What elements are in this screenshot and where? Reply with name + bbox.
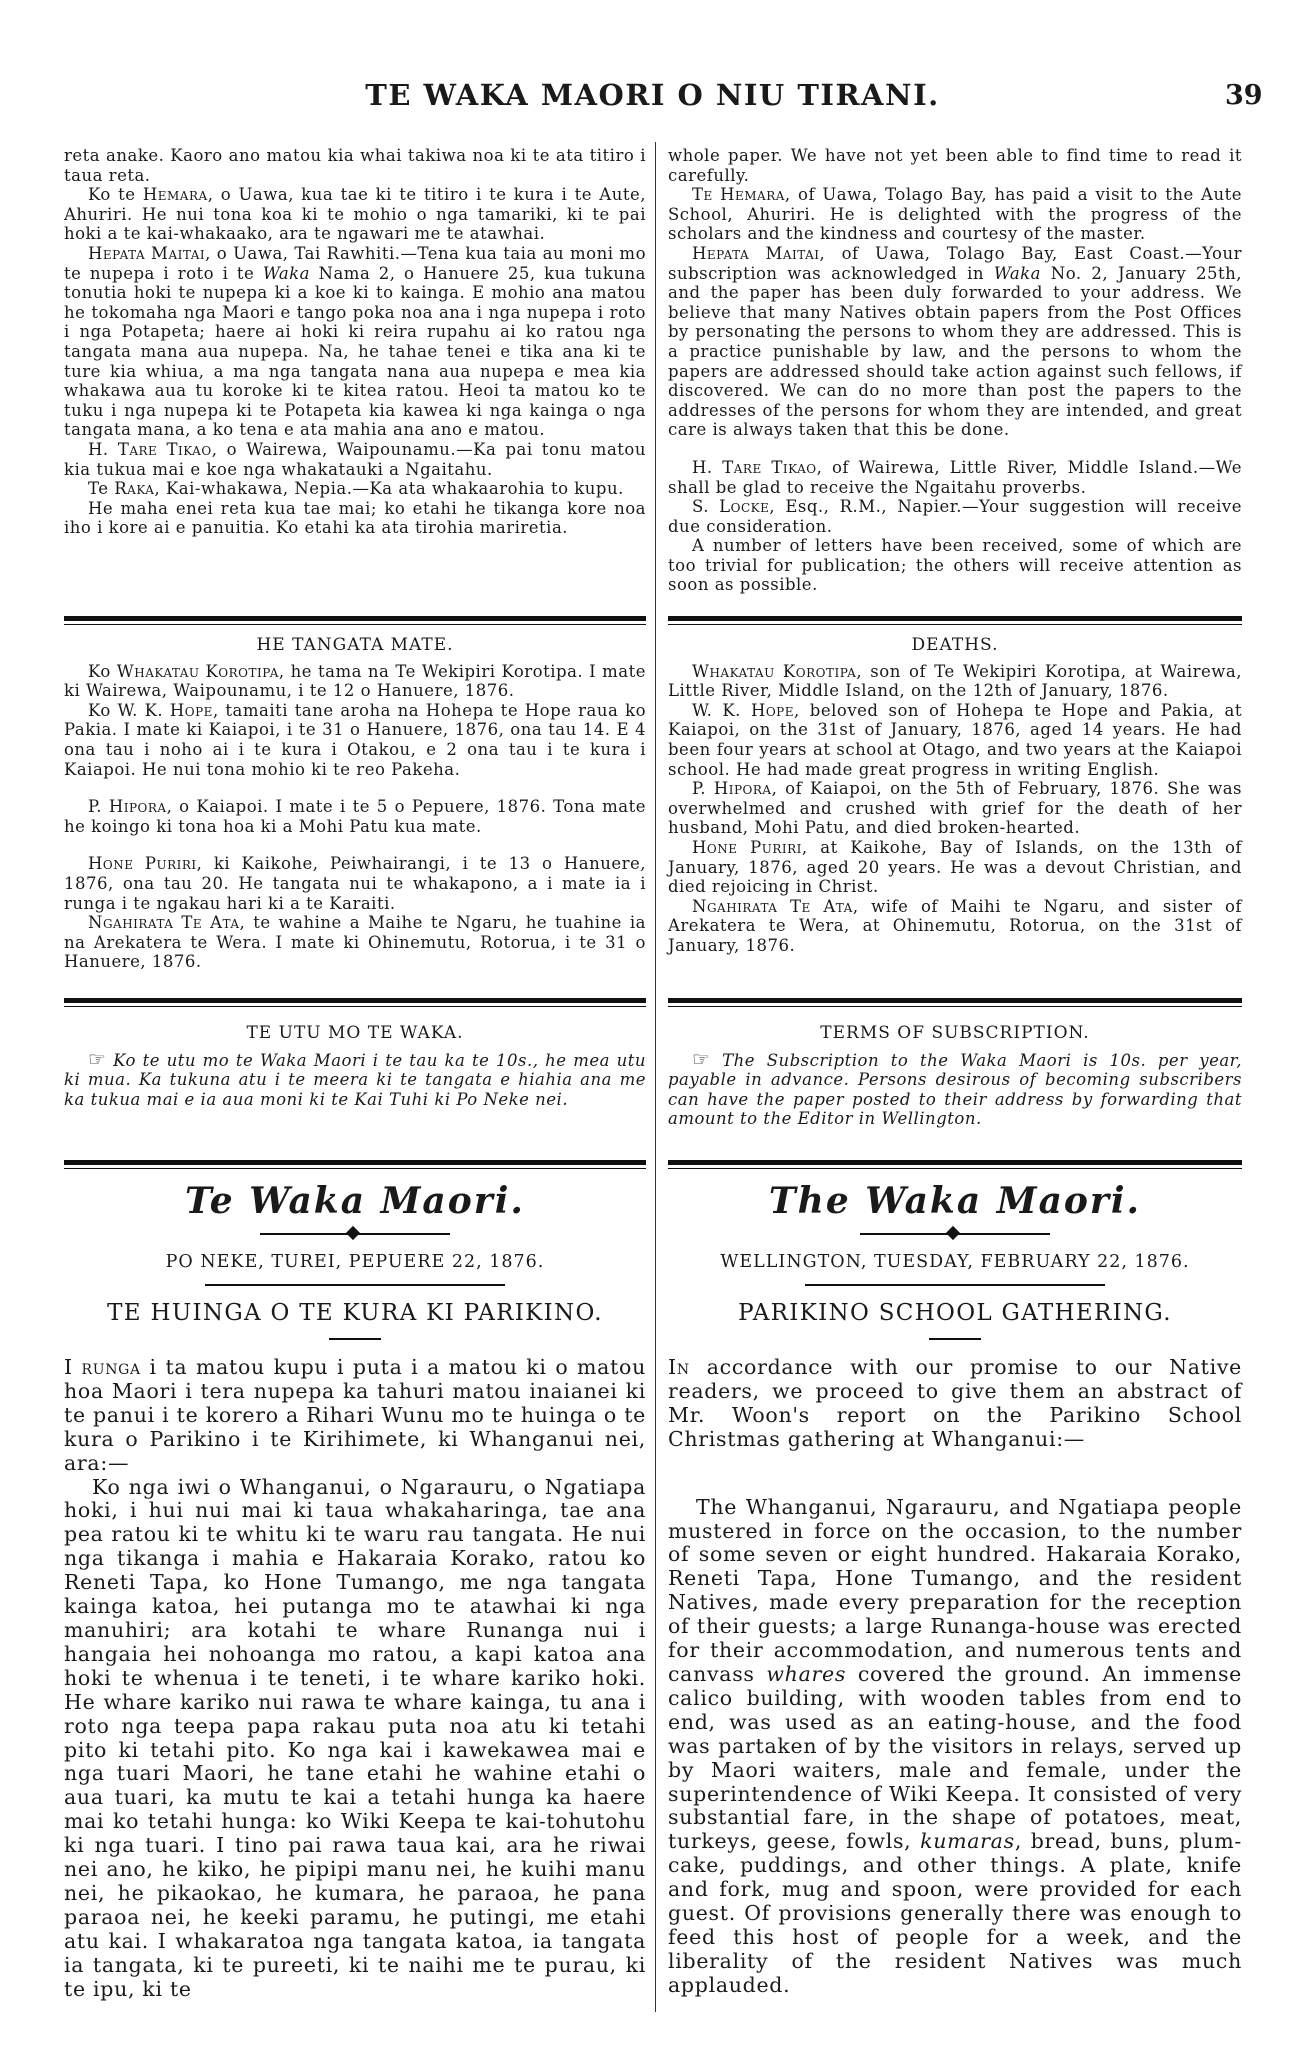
paragraph: [668, 244, 1242, 440]
small-caps-name: Hone Puriri: [88, 854, 197, 874]
paragraph-text: reta anake. Kaoro ano matou kia whai takiwa noa ki te ata titiro i taua reta.: [64, 146, 646, 185]
paragraph-text: I: [668, 1355, 677, 1379]
section-rule: [64, 1160, 646, 1165]
paragraph: [668, 897, 1242, 956]
deaths-english-heading: DEATHS.: [911, 635, 999, 655]
paragraph-text: Te: [88, 479, 115, 499]
paragraph-text: , of Uawa, Tolago Bay, has paid a visit to the Aute School, Ahuriri. He is delighted with the progress of the scholars and the kindness and courtesy of the master.: [668, 185, 1242, 244]
deaths-english-section: [668, 636, 1242, 956]
small-caps-name: Whakatau Korotipa: [116, 661, 279, 681]
column-divider: [655, 142, 656, 2012]
paragraph-text: , ki Kaikohe, Peiwhairangi, i te 13 o Hanuere, 1876, ona tau 20. He tangata nui te whakapono, a i mate ia i runga i te ngakau hari ki a te Karaiti.: [64, 854, 646, 913]
headline-maori: TE HUINGA O TE KURA KI PARIKINO.: [107, 1300, 603, 1326]
diamond-ornament-icon: [860, 1228, 1050, 1240]
page-number: 39: [1225, 80, 1263, 111]
small-caps-name: Raka: [114, 479, 155, 499]
paragraph-text: , of Wairewa, Little River, Middle Island.—We shall be glad to receive the Ngaitahu proverbs.: [668, 457, 1242, 497]
editorial-english: [668, 1180, 1242, 1998]
section-rule: [668, 998, 1242, 1003]
paragraph: [64, 1476, 646, 2002]
subscription-maori-text: Ko te utu mo te Waka Maori i te tau ka te 10s., he mea utu ki mua. Ka tukuna atu i te meera ki te tangata e hiahia ana me ka tukua mai e ia aua moni ki te Kai Tuhi ki Po Neke nei.: [64, 1050, 646, 1109]
paragraph-text: A number of letters have been received, some of which are too trivial for publication; the others will receive attention as soon as possible.: [668, 536, 1242, 595]
deaths-english-list: [668, 662, 1242, 956]
small-caps-name: Hone Puriri: [692, 837, 802, 857]
dateline-maori: PO NEKE, TUREI, PEPUERE 22, 1876.: [165, 1252, 545, 1272]
paragraph-text: , o Wairewa, Waipounamu.—Ka pai tonu matou kia tukua mai e koe nga whakatauki a Ngaitahu.: [64, 439, 646, 479]
small-caps-name: Hope: [169, 700, 213, 720]
section-rule: [668, 616, 1242, 621]
small-caps-name: Hipora: [108, 797, 167, 817]
small-caps-name: Hipora: [713, 779, 772, 799]
paragraph: [64, 854, 646, 913]
paragraph: [64, 479, 646, 499]
paragraph-text: , he tama na Te Wekipiri Korotipa. I mate ki Wairewa, Waipounamu, i te 12 o Hanuere, 1876.: [64, 661, 646, 701]
paragraph: [64, 146, 646, 185]
paragraph: [668, 497, 1242, 536]
subscription-english-heading: TERMS OF SUBSCRIPTION.: [820, 1023, 1090, 1043]
paragraph-text: Ko: [88, 661, 117, 681]
paragraph: [64, 913, 646, 972]
small-caps-name: Ngahirata Te Ata: [88, 913, 240, 933]
paragraph-text: accordance with our promise to our Native readers, we proceed to give them an abstract of Mr. Woon's report on the Parikino School Christmas gathering at Whanganui:—: [668, 1355, 1242, 1451]
paragraph-text: , of Kaiapoi, on the 5th of February, 1876. She was overwhelmed and crushed with grief for the death of her husband, Mohi Patu, and died broken-hearted.: [668, 779, 1243, 838]
pointing-hand-icon: ☞: [692, 1046, 711, 1071]
paragraph-text: whole paper. We have not yet been able to find time to read it carefully.: [668, 146, 1242, 185]
paragraph: [64, 701, 646, 779]
pointing-hand-icon: ☞: [88, 1046, 107, 1071]
masthead-english: The Waka Maori.: [768, 1180, 1142, 1222]
subscription-english: [668, 1024, 1242, 1129]
article-body-english: [668, 1356, 1242, 1998]
paragraph: [668, 1356, 1242, 1452]
paragraph-text: No. 2, January 25th, and the paper has been duly forwarded to your address. We believe that many Natives obtain papers from the Post Offices by personating the persons to whom they are addressed. This is a practice punishable by law, and the persons to whom the papers are addressed should take action against such fellows, if discovered. We can do no more than post the papers to the addresses of the persons for whom they are intended, and great care is always taken that this be done.: [668, 263, 1242, 440]
small-caps-name: Hepata Maitai: [88, 243, 206, 263]
paragraph: [64, 662, 646, 701]
paragraph-text: covered the ground. An immense calico building, with wooden tables from end to end, was used as an eating-house, and the food was partaken of by the visitors in relays, served up by Maori waiters, male and female, under the superintendence of Wiki Keepa. It consisted of very substantial fare, in the shape of potatoes, meat, turkeys, geese, fowls,: [668, 1661, 1242, 1854]
paragraph-text: Ko W. K.: [88, 700, 170, 720]
paragraph: [64, 1356, 646, 1476]
deaths-maori-list: [64, 662, 646, 972]
article-body-maori: [64, 1356, 646, 2001]
paragraph-text: , beloved son of Hohepa te Hope and Pakia, at Kaiapoi, on the 31st of January, 1876, aged 14 years. He had been four years at school at Otago, and two years at the Kaiapoi school. He had made great progress in writing English.: [668, 700, 1242, 779]
paragraph: [64, 797, 646, 836]
section-rule: [64, 616, 646, 621]
rule: [805, 1284, 1105, 1286]
paragraph-text: H.: [692, 457, 723, 477]
paragraph: [668, 458, 1242, 497]
paragraph-text: , of Uawa, Tolago Bay, East Coast.—Your subscription was acknowledged in: [668, 243, 1243, 283]
small-caps-name: Ngahirata Te Ata: [692, 896, 853, 916]
small-caps-name: n: [676, 1355, 690, 1379]
paragraph-text: , son of Te Wekipiri Korotipa, at Wairewa, Little River, Middle Island, on the 12th of January, 1876.: [668, 661, 1242, 701]
paragraph-text: , o Uawa, kua tae ki te titiro i te kura i te Aute, Ahuriri. He nui tona koa ki te mohio o nga tamariki, ki te pai hoki a te kai-whakaako, ara te ngawari me te atawhai.: [64, 185, 646, 244]
dateline-english: WELLINGTON, TUESDAY, FEBRUARY 22, 1876.: [720, 1252, 1190, 1272]
paragraph: [668, 185, 1242, 244]
paragraph: [668, 146, 1242, 185]
paragraph-text: , wife of Maihi te Ngaru, and sister of Arekatera te Wera, at Ohinemutu, Rotorua, on the 31st of January, 1876.: [668, 896, 1242, 955]
correspondence-maori: [64, 146, 646, 538]
paragraph-text: P.: [88, 797, 109, 817]
paragraph-text: , te wahine a Maihe te Ngaru, he tuahine ia na Arekatera te Wera. I mate ki Ohinemutu, Rotorua, i te 31 o Hanuere, 1876.: [64, 913, 646, 972]
small-caps-name: Hope: [750, 700, 795, 720]
section-rule: [64, 998, 646, 1003]
subscription-maori-heading: TE UTU MO TE WAKA.: [246, 1023, 464, 1043]
paragraph-text: W. K.: [692, 700, 751, 720]
paragraph-text: Ko te: [88, 185, 143, 205]
paragraph-text: , at Kaikohe, Bay of Islands, on the 13th of January, 1876, aged 20 years. He was a devout Christian, and died rejoicing in Christ.: [668, 837, 1242, 897]
italic-text: Waka: [262, 263, 311, 283]
rule: [329, 1338, 381, 1340]
paragraph: [668, 662, 1242, 701]
paragraph: [668, 838, 1242, 897]
small-caps-name: Whakatau Korotipa: [692, 661, 857, 681]
small-caps-name: Tare Tikao: [117, 439, 212, 459]
italic-text: whares: [766, 1661, 847, 1686]
rule: [205, 1284, 505, 1286]
paragraph-text: Nama 2, o Hanuere 25, kua tukuna tonutia hoki te nupepa ki a koe ki to kainga. E mohio ana matou he tokomaha nga Maori e tango poka noa ana i nga nupepa i roto i nga Potapeta; haere ai hoki ki reira rupahu ai ko ratou nga tangata mana aua nupepa. Na, he tahae tenei e tika ana ki te ture kia whiua, a ma nga tangata nana aua nupepa e mea kia whakawa aua tu koroke ki te kitea ratou. Heoi ta matou ko te tuku i nga nupepa ki te Potapeta kia kawea ki nga kainga o nga tangata mana, a ko tena e ata mahia ana ano e matou.: [64, 263, 647, 440]
subscription-maori: [64, 1024, 646, 1109]
subscription-english-text: The Subscription to the Waka Maori is 10s. per year, payable in advance. Persons desirous of becoming subscribers can have the paper posted to their address by forwarding that amount to the Editor in Wellington.: [668, 1050, 1242, 1129]
paragraph: [668, 1496, 1242, 1998]
paragraph-text: , Kai-whakawa, Nepia.—Ka ata whakaarohia to kupu.: [154, 479, 624, 499]
paragraph-text: , o Kaiapoi. I mate i te 5 o Pepuere, 1876. Tona mate he koingo ki tona hoa ki a Mohi Patu kua mate.: [64, 797, 646, 836]
paragraph: [668, 536, 1242, 595]
paragraph-text: , o Uawa, Tai Rawhiti.—Tena kua taia au moni mo te nupepa i roto i te: [64, 243, 647, 283]
paragraph-text: , bread, buns, plum-cake, puddings, and other things. A plate, knife and fork, mug and spoon, were provided for each guest. Of provisions generally there was enough to feed this host of people for a week, and the liberality of the resident Natives was much applauded.: [668, 1829, 1242, 1997]
paragraph: [64, 244, 646, 440]
rule: [929, 1338, 981, 1340]
paragraph-text: , Esq., R.M., Napier.—Your suggestion will receive due consideration.: [668, 497, 1242, 536]
masthead-maori: Te Waka Maori.: [185, 1180, 525, 1222]
correspondence-english: [668, 146, 1242, 595]
diamond-ornament-icon: [260, 1228, 450, 1240]
paragraph-text: , tamaiti tane aroha na Hohepa te Hope raua ko Pakia. I mate ki Kaiapoi, i te 31 o Hanuere, 1876, ona tau 14. E 4 ona tau i noho ai i te kura i Otakou, e 2 ona tau i te kura i Kaiapoi. He nui tona mohio ki te reo Pakeha.: [64, 700, 647, 779]
paragraph-text: He maha enei reta kua tae mai; ko etahi he tikanga kore noa iho i kore ai e panuitia. Ko etahi ka ata tirohia mariretia.: [64, 498, 646, 538]
italic-text: Waka: [993, 263, 1042, 283]
italic-text: kumaras: [920, 1829, 1015, 1854]
small-caps-name: Te Hemara: [692, 185, 785, 205]
paragraph-text: Ko nga iwi o Whanganui, o Ngarauru, o Ngatiapa hoki, i hui nui mai ki taua whakaharinga, tae ana pea ratou ki te whitu ki te waru rau tangata. He nui nga tikanga i mahia e Hakaraia Korako, ratou ko Reneti Tapa, ko Hone Tumango, me nga tangata kainga katoa, hei putanga mo te atawhai ki nga manuhiri; ara kotahi te whare Runanga nui i hangaia hei nohoanga mo ratou, a kapi katoa ana hoki te whenua i te teneti, i te whare kariko hoki. He whare kariko nui rawa te whare kainga, tu ana i roto nga teepa papa rakau puta noa atu ki tetahi pito ki tetahi pito. Ko nga kai i kawekawea mai e nga tuari Maori, he tane etahi he wahine etahi o aua tuari, ka mutu te kai a tetahi hunga ka haere mai ko tetahi hunga: ko Wiki Keepa te kai-tohutohu ki nga tuari. I tino pai rawa taua kai, ara he riwai nei ano, he kiko, he pipipi manu nei, he kuihi manu nei, he pikaokao, he kumara, he paraoa, he pana paraoa nei, he keeki paramu, he putingi, me etahi atu kai. I whakaratoa nga tangata katoa, ia tangata ia tangata, ki te pureeti, ki te naihi me te purau, ki te ipu, ki te: [64, 1474, 646, 2001]
small-caps-name: Tare Tikao: [722, 457, 817, 477]
paragraph: [64, 499, 646, 538]
section-rule: [668, 1160, 1242, 1165]
paragraph-text: i ta matou kupu i puta i a matou ki o matou hoa Maori i tera nupepa ka tahuri matou inaianei ki te panui i te korero a Rihari Wunu mo te huinga o te kura o Parikino i te Kirihimete, ki Whanganui nei, ara:—: [64, 1355, 646, 1475]
small-caps-name: Hemara: [142, 185, 208, 205]
paragraph: [64, 440, 646, 479]
paragraph-text: P.: [692, 779, 714, 799]
paragraph: [668, 701, 1242, 779]
paragraph-text: The Whanganui, Ngarauru, and Ngatiapa people mustered in force on the occasion, to the number of some seven or eight hundred. Hakaraia Korako, Reneti Tapa, Hone Tumango, and the resident Natives, made every preparation for the reception of their guests; a large Runanga-house was erected for their accommodation, and numerous tents and canvass: [668, 1494, 1242, 1686]
editorial-maori: [64, 1180, 646, 2001]
paragraph: [668, 779, 1242, 838]
running-title: TE WAKA MAORI O NIU TIRANI.: [365, 78, 940, 112]
small-caps-name: Hepata Maitai: [692, 243, 820, 263]
paragraph-text: S.: [692, 497, 720, 517]
paragraph-text: H.: [88, 439, 118, 459]
small-caps-name: runga: [81, 1355, 141, 1379]
paragraph: [64, 185, 646, 244]
headline-english: PARIKINO SCHOOL GATHERING.: [738, 1300, 1172, 1326]
deaths-maori-section: [64, 636, 646, 972]
small-caps-name: Locke: [719, 497, 770, 517]
deaths-maori-heading: HE TANGATA MATE.: [256, 635, 454, 655]
paragraph-text: I: [64, 1355, 82, 1379]
